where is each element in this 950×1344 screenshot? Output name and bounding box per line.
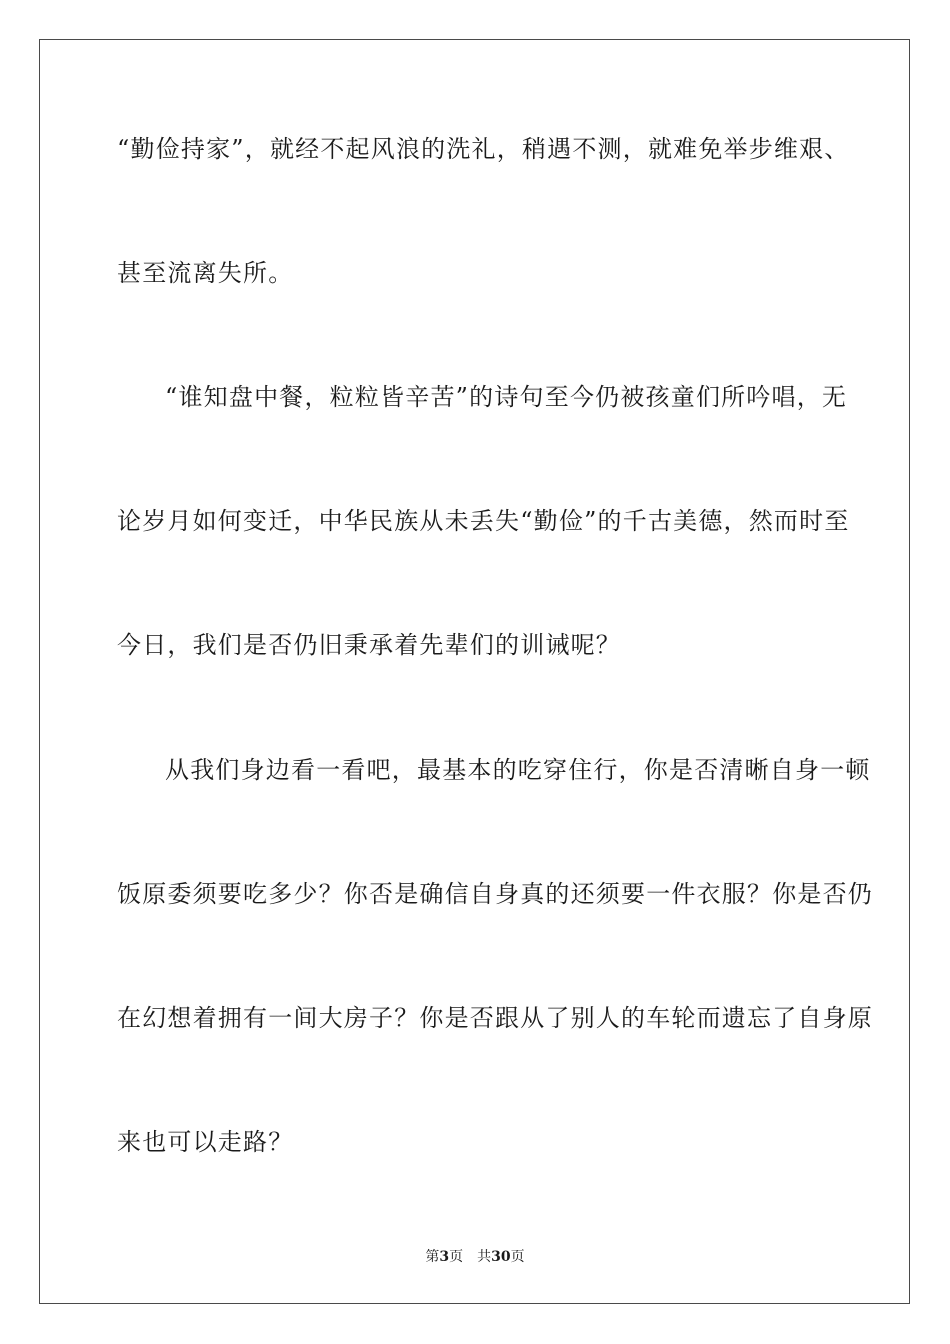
page-suffix: 页: [449, 1249, 464, 1265]
total-pages: 30: [491, 1249, 511, 1265]
body-text-line: 论岁月如何变迁，中华民族从未丢失“勤俭”的千古美德，然而时至: [117, 507, 850, 535]
body-text-line: “勤俭持家”，就经不起风浪的洗礼，稍遇不测，就难免举步维艰、: [117, 135, 850, 163]
paragraph-first-line: 从我们身边看一看吧，最基本的吃穿住行，你是否清晰自身一顿: [165, 756, 871, 784]
page-prefix: 第: [425, 1249, 440, 1265]
total-prefix: 共: [477, 1249, 492, 1265]
body-text-line: 今日，我们是否仍旧秉承着先辈们的训诫呢？: [117, 631, 621, 659]
paragraph-first-line: “谁知盘中餐，粒粒皆辛苦”的诗句至今仍被孩童们所吟唱，无: [165, 383, 848, 411]
body-text-line: 甚至流离失所。: [117, 259, 294, 287]
page-frame: [39, 39, 910, 1304]
body-text-line: 饭原委须要吃多少？你否是确信自身真的还须要一件衣服？你是否仍: [117, 880, 873, 908]
page-footer: [0, 1248, 950, 1266]
total-suffix: 页: [510, 1249, 525, 1265]
page-number: 3: [439, 1249, 450, 1265]
body-text-line: 在幻想着拥有一间大房子？你是否跟从了别人的车轮而遗忘了自身原: [117, 1004, 873, 1032]
body-text-line: 来也可以走路？: [117, 1128, 294, 1156]
